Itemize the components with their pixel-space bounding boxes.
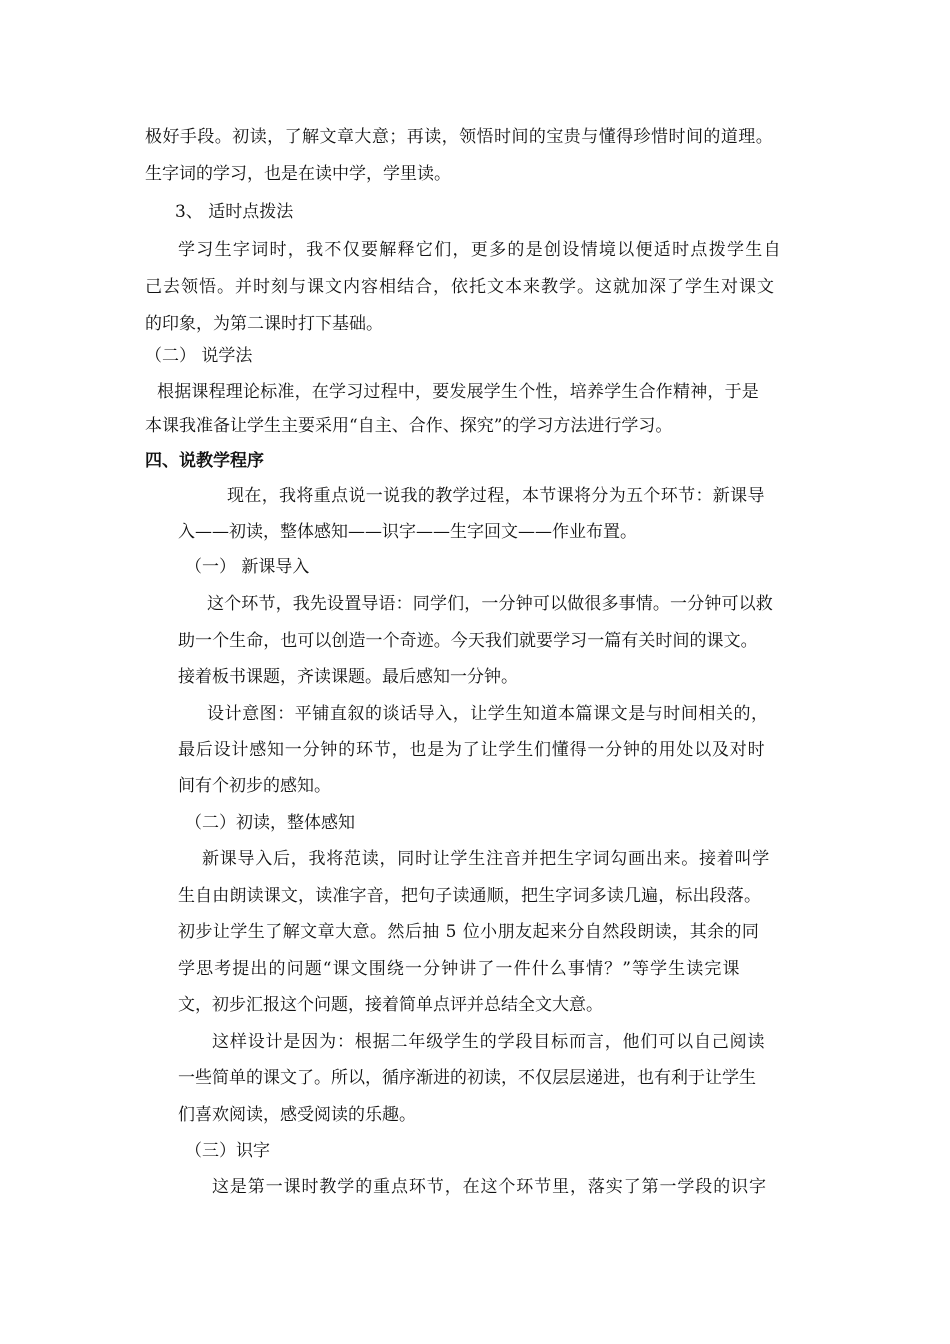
subheading-3: 3、 适时点拨法 bbox=[175, 202, 294, 222]
section-heading-2: （二） 说学法 bbox=[145, 346, 253, 366]
body-text-line: 接着板书课题，齐读课题。最后感知一分钟。 bbox=[178, 667, 518, 687]
body-text-line: 生自由朗读课文，读准字音，把句子读通顺，把生字词多读几遍，标出段落。 bbox=[178, 886, 762, 906]
section-heading-1: （一） 新课导入 bbox=[185, 557, 310, 577]
body-text-line: 极好手段。初读，了解文章大意；再读，领悟时间的宝贵与懂得珍惜时间的道理。 bbox=[145, 127, 774, 147]
body-text-line: 助一个生命，也可以创造一个奇迹。今天我们就要学习一篇有关时间的课文。 bbox=[178, 631, 758, 651]
body-text-line: 学习生字词时，我不仅要解释它们，更多的是创设情境以便适时点拨学生自 bbox=[178, 240, 782, 260]
body-text-line: 现在，我将重点说一说我的教学过程，本节课将分为五个环节：新课导 bbox=[227, 486, 765, 506]
chapter-heading: 四、说教学程序 bbox=[145, 451, 264, 471]
body-text-line: 新课导入后，我将范读，同时让学生注音并把生字词勾画出来。接着叫学 bbox=[202, 849, 770, 869]
body-text-line: 一些简单的课文了。所以，循序渐进的初读，不仅层层递进，也有利于让学生 bbox=[178, 1068, 756, 1088]
body-text-line: 本课我准备让学生主要采用“自主、合作、探究”的学习方法进行学习。 bbox=[145, 416, 673, 436]
body-text-line: 文，初步汇报这个问题，接着简单点评并总结全文大意。 bbox=[178, 995, 603, 1015]
body-text-line: 这样设计是因为：根据二年级学生的学段目标而言，他们可以自己阅读 bbox=[212, 1032, 766, 1052]
body-text-line: 学思考提出的问题“课文围绕一分钟讲了一件什么事情？”等学生读完课 bbox=[178, 959, 741, 979]
section-heading-2b: （二）初读，整体感知 bbox=[185, 813, 355, 833]
body-text-line: 这是第一课时教学的重点环节，在这个环节里，落实了第一学段的识字 bbox=[212, 1177, 767, 1197]
body-text-line: 己去领悟。并时刻与课文内容相结合，依托文本来教学。这就加深了学生对课文 bbox=[145, 277, 775, 297]
body-text-line: 入——初读，整体感知——识字——生字回文——作业布置。 bbox=[178, 522, 637, 542]
body-text-line: 们喜欢阅读，感受阅读的乐趣。 bbox=[178, 1105, 416, 1125]
body-text-line: 最后设计感知一分钟的环节，也是为了让学生们懂得一分钟的用处以及对时 bbox=[178, 740, 766, 760]
body-text-line: 生字词的学习，也是在读中学，学里读。 bbox=[145, 164, 451, 184]
body-text-line: 这个环节，我先设置导语：同学们，一分钟可以做很多事情。一分钟可以救 bbox=[207, 594, 773, 614]
body-text-line: 初步让学生了解文章大意。然后抽 5 位小朋友起来分自然段朗读，其余的同 bbox=[178, 922, 760, 942]
body-text-line: 间有个初步的感知。 bbox=[178, 776, 331, 796]
body-text-line: 根据课程理论标准，在学习过程中，要发展学生个性，培养学生合作精神，于是 bbox=[157, 382, 759, 402]
body-text-line: 的印象，为第二课时打下基础。 bbox=[145, 314, 383, 334]
body-text-line: 设计意图：平铺直叙的谈话导入，让学生知道本篇课文是与时间相关的， bbox=[207, 704, 769, 724]
section-heading-3: （三）识字 bbox=[185, 1141, 270, 1161]
